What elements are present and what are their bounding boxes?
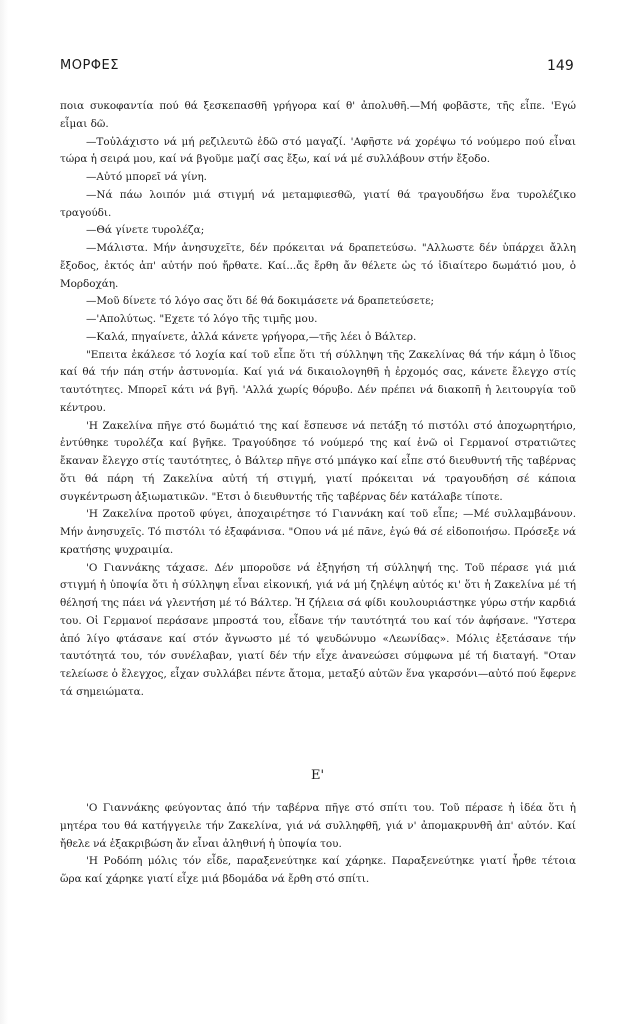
paragraph: 'Ο Γιαννάκης τάχασε. Δέν μποροῦσε νά ἐξηγήση τή σύλληψή της. Τοῦ πέρασε γιά μιά στιγμή ἡ ὑποψία ὅτι ἡ σύλληψη εἶναι εἰκονική, γιά νά μή ζηλέψη αὐτός κι' ὅτι ἡ Ζακελίνα μέ τή θέλησή της πάει νά γλεντήση μέ τό Βάλτερ. Ἡ ζήλεια σά φίδι κουλουριάστηκε γύρω στήν καρδιά του. Οἱ Γερμανοί περάσανε μπροστά του, εἶδανε τήν ταυτότητά του καί τόν ἀφήσανε. "Υστερα ἀπό λίγο φτάσανε καί στόν ἄγνωστο μέ τό ψευδώνυμο «Λεωνίδας». Μόλις ἐξετάσανε τήν ταυτότητά του, τόν συνέλαβαν, γιατί δέν τήν εἶχε ἀνανεώσει σύμφωνα μέ τή διαταγή. "Οταν τελείωσε ὁ ἔλεγχος, εἶχαν συλλάβει πέντε ἄτομα, μεταξύ αὐτῶν ἕνα γκαρσόνι—αὐτό πού ἔφερνε τά σημειώματα. bbox=[60, 561, 576, 698]
paragraph: —Νά πάω λοιπόν μιά στιγμή νά μεταμφιεσθῶ, γιατί θά τραγουδήσω ἕνα τυρολέζικο τραγούδι. bbox=[60, 188, 576, 219]
paragraph: —Μάλιστα. Μήν ἀνησυχεῖτε, δέν πρόκειται νά δραπετεύσω. "Αλλωστε δέν ὑπάρχει ἄλλη ἔξοδος, ἐκτός ἀπ' αὐτήν πού ἤρθατε. Καί...ἄς ἔρθη ἄν θέλετε ὡς τό ἰδιαίτερο δωμάτιό μου, ὁ Μορδοχάη. bbox=[60, 242, 576, 290]
paragraph: —Αὐτό μπορεῖ νά γίνη. bbox=[86, 171, 207, 183]
paragraph: ποια συκοφαντία πού θά ξεσκεπασθῆ γρήγορα καί θ' ἀπολυθῆ.—Μή φοβᾶστε, τῆς εἶπε. 'Εγώ εἶμαι δῶ. bbox=[60, 100, 576, 130]
paragraph: 'Ο Γιαννάκης φεύγοντας ἀπό τήν ταβέρνα πῆγε στό σπίτι του. Τοῦ πέρασε ἡ ἰδέα ὅτι ἡ μητέρα του θά κατήγγειλε τήν Ζακελίνα, γιά νά συλληφθῆ, γιά ν' ἀπομακρυνθῆ ἀπ' αὐτόν. Καί ἤθελε νά ἐξακριβώση ἄν εἶναι ἀληθινή ἡ ὑποψία του. bbox=[60, 802, 576, 850]
paragraph: 'Η Ζακελίνα προτοῦ φύγει, ἀποχαιρέτησε τό Γιαννάκη καί τοῦ εἶπε; —Μέ συλλαμβάνουν. Μήν ἀνησυχεῖς. Τό πιστόλι τό ἐξαφάνισα. "Οπου νά μέ πᾶνε, ἐγώ θά σέ εἰδοποιήσω. Πρόσεξε νά κρατήσης ψυχραιμία. bbox=[60, 508, 576, 556]
paragraph: —'Απολύτως. "Εχετε τό λόγο τῆς τιμῆς μου. bbox=[86, 313, 318, 325]
paragraph: "Επειτα ἐκάλεσε τό λοχία καί τοῦ εἶπε ὅτι τή σύλληψη τῆς Ζακελίνας θά τήν κάμη ὁ ἴδιος καί θά τήν πάη στήν ἀστυνομία. Καί γιά νά δικαιολογηθῆ ἡ ἐρχομός σας, κάνετε ἔλεγχο στίς ταυτότητες. Μπορεῖ κάτι νά βγῆ. 'Αλλά χωρίς θόρυβο. Δέν πρέπει νά διακοπῆ ἡ λειτουργία τοῦ κέντρου. bbox=[60, 348, 576, 414]
page-edge-shadow bbox=[0, 0, 8, 1024]
section-text-block bbox=[60, 800, 576, 889]
paragraph: —Τοὐλάχιστο νά μή ρεζιλευτῶ ἐδῶ στό μαγαζί. 'Αφῆστε νά χορέψω τό νούμερο πού εἶναι τώρα ἡ σειρά μου, καί νά βγοῦμε μαζί σας ἔξω, καί νά μέ συλλάβουν στήν ἔξοδο. bbox=[60, 135, 576, 166]
paragraph: —Θά γίνετε τυρολέζα; bbox=[86, 224, 205, 237]
paragraph: 'Η Ροδόπη μόλις τόν εἶδε, παραξενεύτηκε καί χάρηκε. Παραξενεύτηκε γιατί ἦρθε τέτοια ὥρα καί χάρηκε γιατί εἶχε μιά βδομάδα νά ἔρθη στό σπίτι. bbox=[60, 855, 576, 885]
page-number: 149 bbox=[547, 58, 574, 74]
paragraph: 'Η Ζακελίνα πῆγε στό δωμάτιό της καί ἔσπευσε νά πετάξη τό πιστόλι στό ἀποχωρητήριο, ἐντύθηκε τυρολέζα καί βγῆκε. Τραγούδησε τό νούμερό της καί ἐνῶ οἱ Γερμανοί στρατιῶτες ἔκαναν ἔλεγχο στίς ταυτότητες, ὁ Βάλτερ πῆγε στό μπάγκο καί εἶπε στό διευθυντή τῆς ταβέρνας ὅτι θά πάρη τή Ζακελίνα αὐτή τή στιγμή, γιατί πρόκειται νά τραγουδήση σέ κάποια συγκέντρωση ἀξιωματικῶν. "Ετσι ὁ διευθυντής τῆς ταβέρνας δέν κατάλαβε τίποτε. bbox=[60, 419, 576, 503]
paragraph: —Καλά, πηγαίνετε, ἀλλά κάνετε γρήγορα,—τῆς λέει ὁ Βάλτερ. bbox=[86, 330, 417, 343]
section-heading: Ε' bbox=[310, 768, 325, 783]
paragraph: —Μοῦ δίνετε τό λόγο σας ὅτι δέ θά δοκιμάσετε νά δραπετεύσετε; bbox=[86, 295, 434, 308]
main-text-block bbox=[60, 98, 576, 702]
running-header-title: ΜΟΡΦΕΣ bbox=[60, 58, 119, 73]
